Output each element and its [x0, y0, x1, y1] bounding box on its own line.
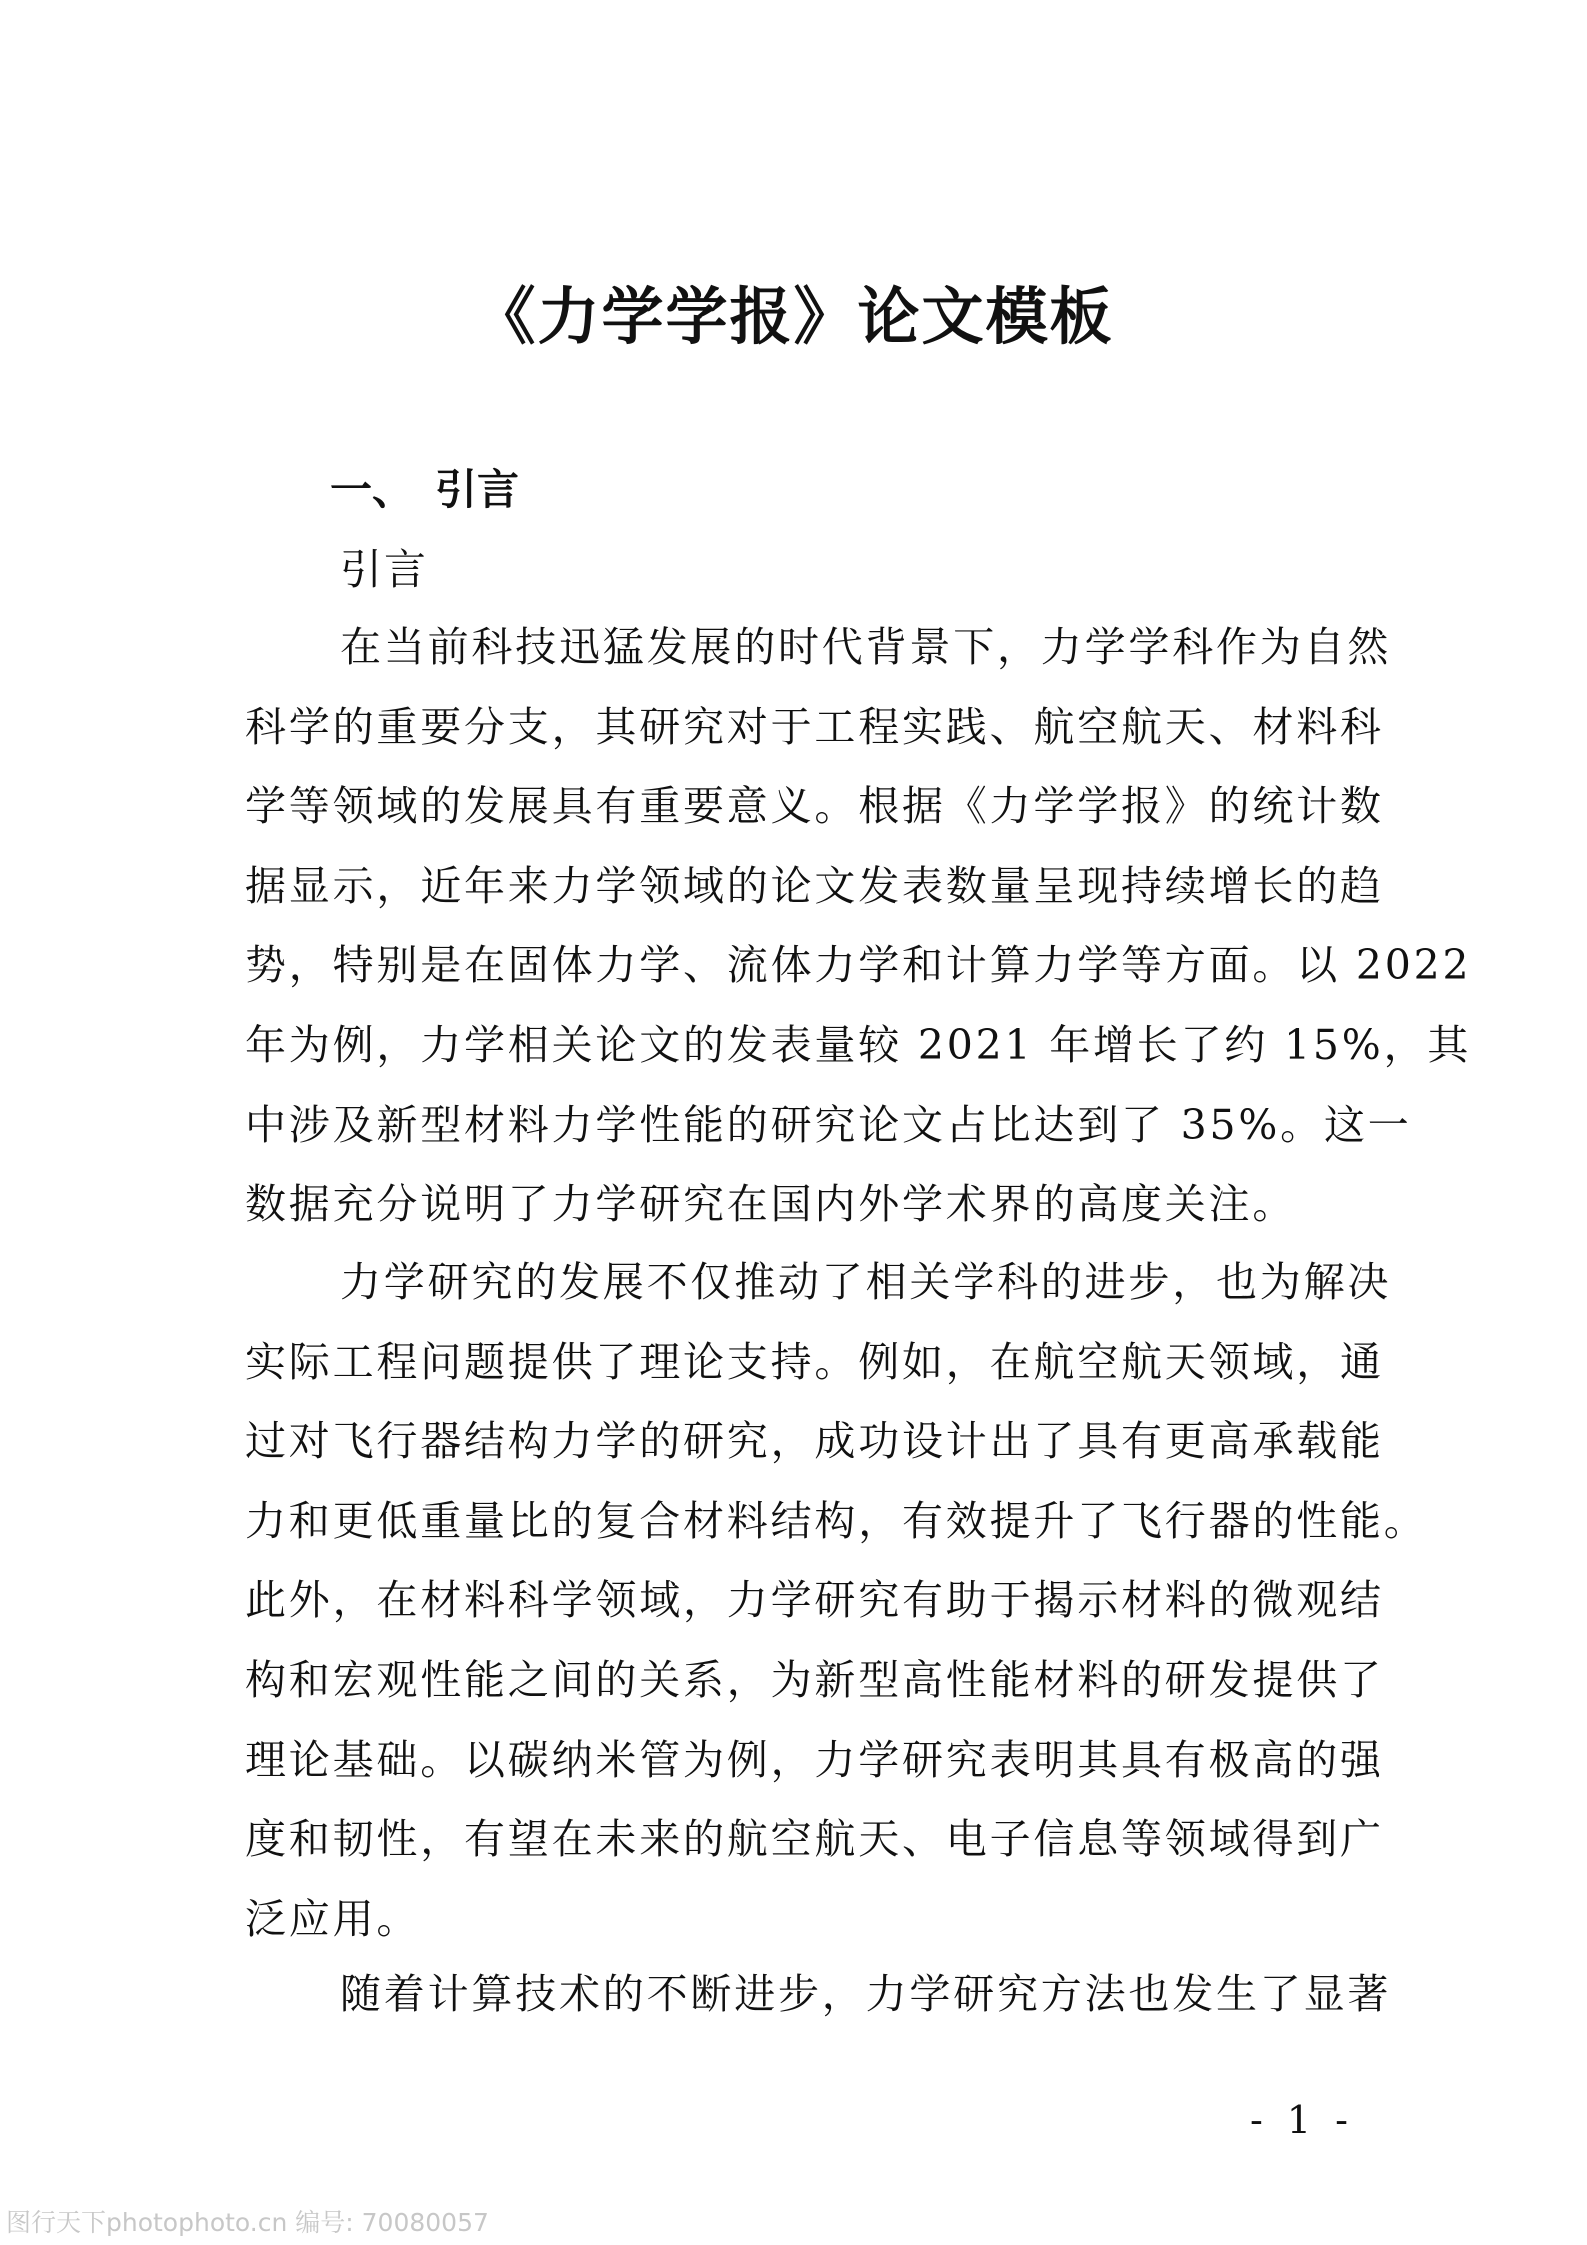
watermark-text: 图行天下photophoto.cn 编号: 70080057	[6, 2208, 489, 2237]
paragraph-3	[245, 1955, 1392, 2035]
section-heading-text: 引言	[435, 465, 520, 514]
text-line: 理论基础。以碳纳米管为例，力学研究表明其具有极高的强	[245, 1735, 1384, 1784]
text-line: 过对飞行器结构力学的研究，成功设计出了具有更高承载能	[245, 1417, 1384, 1466]
text-line: 泛应用。	[245, 1894, 421, 1943]
text-line: 随着计算技术的不断进步，力学研究方法也发生了显著	[340, 1970, 1392, 2018]
paragraph-2	[245, 1243, 1428, 1959]
text-line: 力学研究的发展不仅推动了相关学科的进步，也为解决	[340, 1258, 1392, 1306]
text-line: 数据充分说明了力学研究在国内外学术界的高度关注。	[245, 1180, 1297, 1229]
text-line: 此外，在材料科学领域，力学研究有助于揭示材料的微观结	[245, 1576, 1384, 1625]
text-line: 在当前科技迅猛发展的时代背景下，力学学科作为自然	[340, 623, 1392, 671]
document-title: 《力学学报》论文模板	[473, 280, 1114, 353]
text-line: 构和宏观性能之间的关系，为新型高性能材料的研发提供了	[245, 1655, 1384, 1704]
text-line: 力和更低重量比的复合材料结构，有效提升了飞行器的性能。	[245, 1496, 1428, 1545]
text-line: 据显示，近年来力学领域的论文发表数量呈现持续增长的趋	[245, 861, 1384, 910]
text-line: 科学的重要分支，其研究对于工程实践、航空航天、材料科	[245, 702, 1384, 751]
text-line: 中涉及新型材料力学性能的研究论文占比达到了 35%。这一	[245, 1100, 1412, 1149]
subheading: 引言	[340, 545, 429, 594]
text-line: 实际工程问题提供了理论支持。例如，在航空航天领域，通	[245, 1337, 1384, 1386]
section-heading	[330, 455, 519, 525]
text-line: 势，特别是在固体力学、流体力学和计算力学等方面。以 2022	[245, 941, 1472, 990]
page-number: - 1 -	[1250, 2098, 1355, 2142]
section-number: 一、	[330, 465, 415, 514]
text-line: 年为例，力学相关论文的发表量较 2021 年增长了约 15%，其	[245, 1020, 1472, 1069]
text-line: 学等领域的发展具有重要意义。根据《力学学报》的统计数	[245, 782, 1384, 831]
text-line: 度和韧性，有望在未来的航空航天、电子信息等领域得到广	[245, 1815, 1384, 1864]
paragraph-1	[245, 608, 1472, 1245]
